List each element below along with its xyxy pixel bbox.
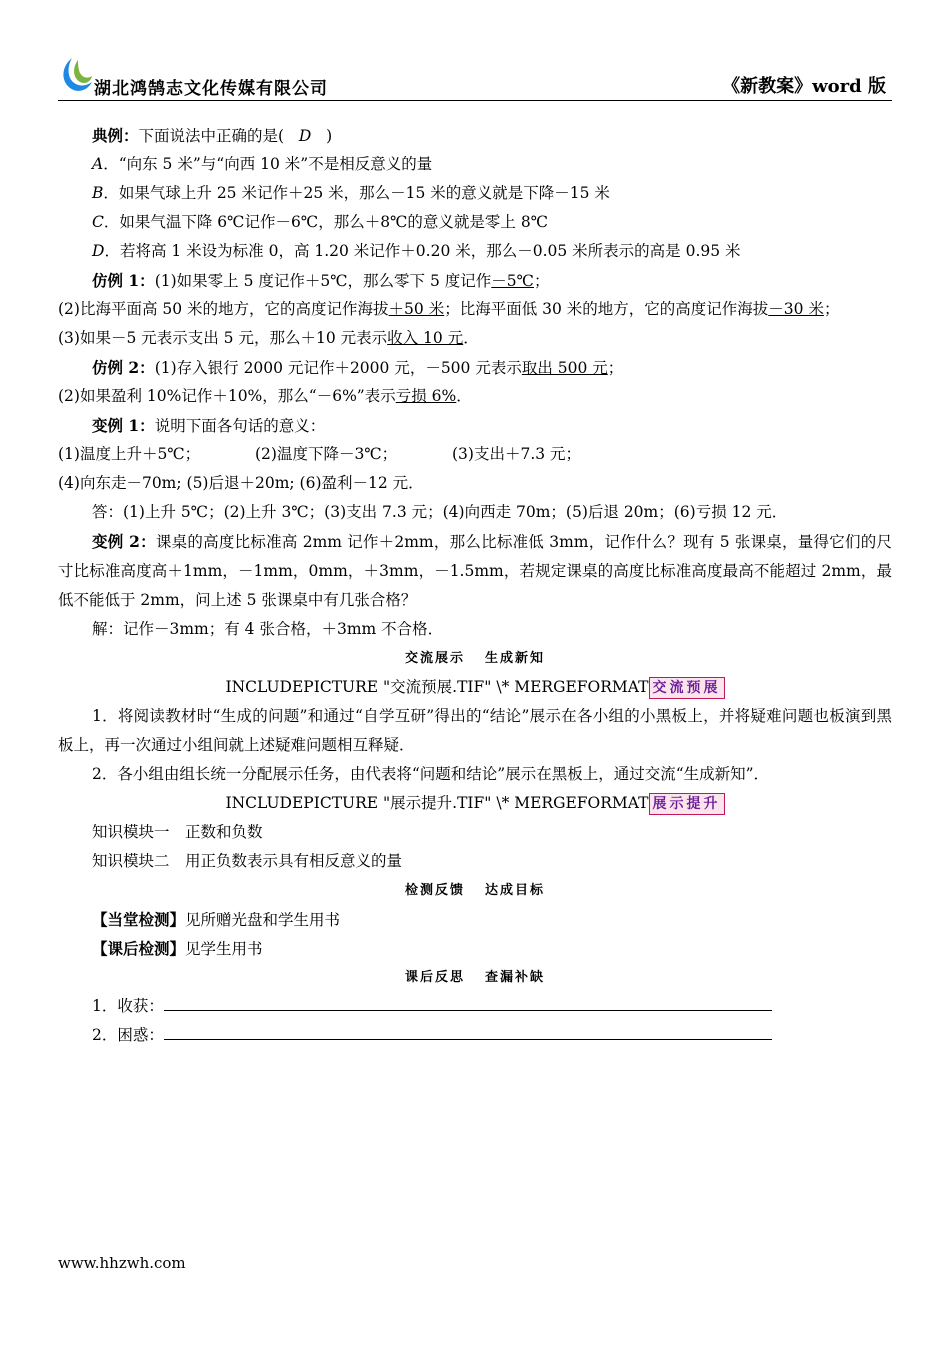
option-a: A．“向东 5 米”与“向西 10 米”不是相反意义的量 (92, 155, 433, 173)
exchange-badge-icon: 交流预展 (649, 677, 725, 699)
in-class-check: 【当堂检测】见所赠光盘和学生用书 (92, 910, 341, 929)
answer-underline: 取出 500 元 (521, 359, 608, 377)
variant2-paragraph: 变例 2：课桌的高度比标准高 2mm 记作＋2mm，那么比标准低 3mm，记作什么？现有 5 张课桌，量得它们的尺寸比标准高度高＋1mm，－1mm，0mm，＋3mm，－1.5mm，若规定课桌的高度比标准高度最高不能超过 2mm，最低不能低于 2mm，问上述 5 张课桌中有几张合格？ (58, 532, 892, 609)
brand-title: 《新教案》word 版 (722, 76, 886, 97)
exchange-paragraph-2: 2．各小组由组长统一分配展示任务，由代表将“问题和结论”展示在黑板上，通过交流“生成新知”． (92, 765, 770, 783)
page-header (58, 56, 892, 101)
imitate1-line2: (2)比海平面高 50 米的地方，它的高度记作海拔＋50 米；比海平面低 30 米的地方，它的高度记作海拔－30 米； (58, 300, 840, 318)
example-answer: D (298, 127, 312, 145)
imitate1-line1: 仿例 1：(1)如果零上 5 度记作＋5℃，那么零下 5 度记作－5℃； (92, 271, 550, 290)
gain-blank-line[interactable] (164, 994, 772, 1011)
include-display: INCLUDEPICTURE "展示提升.TIF" \* MERGEFORMAT 展示提升 (58, 789, 892, 818)
imitate2-line2: (2)如果盈利 10%记作＋10%，那么“－6%”表示亏损 6%． (58, 387, 472, 405)
document-body (58, 121, 892, 1050)
after-class-check: 【课后检测】见学生用书 (92, 939, 263, 958)
footer-url: www.hhzwh.com (58, 1254, 186, 1272)
confusion-blank-line[interactable] (164, 1023, 772, 1040)
gain-field: 1．收获： (58, 992, 892, 1021)
include-exchange: INCLUDEPICTURE "交流预展.TIF" \* MERGEFORMAT 交流预展 (58, 673, 892, 702)
example-question: 典例：下面说法中正确的是( D ) (92, 126, 333, 145)
section-check-title: 检测反馈 达成目标 (404, 883, 546, 898)
option-b: B．如果气球上升 25 米记作＋25 米，那么－15 米的意义就是下降－15 米 (92, 184, 610, 202)
imitate1-line3: (3)如果－5 元表示支出 5 元，那么＋10 元表示收入 10 元． (58, 329, 479, 347)
display-badge-icon: 展示提升 (649, 793, 725, 815)
variant1-heading: 变例 1：说明下面各句话的意义： (92, 416, 326, 435)
option-c: C．如果气温下降 6℃记作－6℃，那么＋8℃的意义就是零上 8℃ (92, 213, 549, 231)
company-logo-icon (58, 56, 94, 94)
variant1-items: (1)温度上升＋5℃； (2)温度下降－3℃； (3)支出＋7.3 元； (58, 445, 582, 463)
answer-underline: 收入 10 元 (387, 329, 464, 347)
module-2: 知识模块二 用正负数表示具有相反意义的量 (92, 852, 403, 870)
variant1-items-2: (4)向东走－70m; (5)后退＋20m; (6)盈利－12 元． (58, 474, 424, 492)
module-1: 知识模块一 正数和负数 (92, 823, 263, 841)
section-reflect-title: 课后反思 查漏补缺 (404, 970, 546, 985)
company-name: 湖北鸿鹄志文化传媒有限公司 (94, 79, 328, 99)
answer-underline: －30 米 (768, 300, 824, 318)
variant1-answer: 答：(1)上升 5℃；(2)上升 3℃；(3)支出 7.3 元；(4)向西走 70m；(5)后退 20m；(6)亏损 12 元． (92, 503, 788, 521)
option-d: D．若将高 1 米设为标准 0，高 1.20 米记作＋0.20 米，那么－0.05 米所表示的高是 0.95 米 (92, 242, 741, 260)
answer-underline: 亏损 6% (395, 387, 457, 405)
answer-underline: －5℃ (491, 272, 534, 290)
exchange-paragraph-1: 1．将阅读教材时“生成的问题”和通过“自学互研”得出的“结论”展示在各小组的小黑板上，并将疑难问题也板演到黑板上，再一次通过小组间就上述疑难问题相互释疑． (58, 707, 892, 754)
section-exchange-title: 交流展示 生成新知 (404, 651, 546, 666)
imitate2-line1: 仿例 2：(1)存入银行 2000 元记作＋2000 元，－500 元表示取出 500 元； (92, 358, 624, 377)
answer-underline: ＋50 米 (388, 300, 445, 318)
confusion-field: 2．困惑： (58, 1021, 892, 1050)
variant2-solution: 解：记作－3mm；有 4 张合格，＋3mm 不合格． (92, 620, 444, 638)
example-label: 典例： (92, 126, 139, 145)
